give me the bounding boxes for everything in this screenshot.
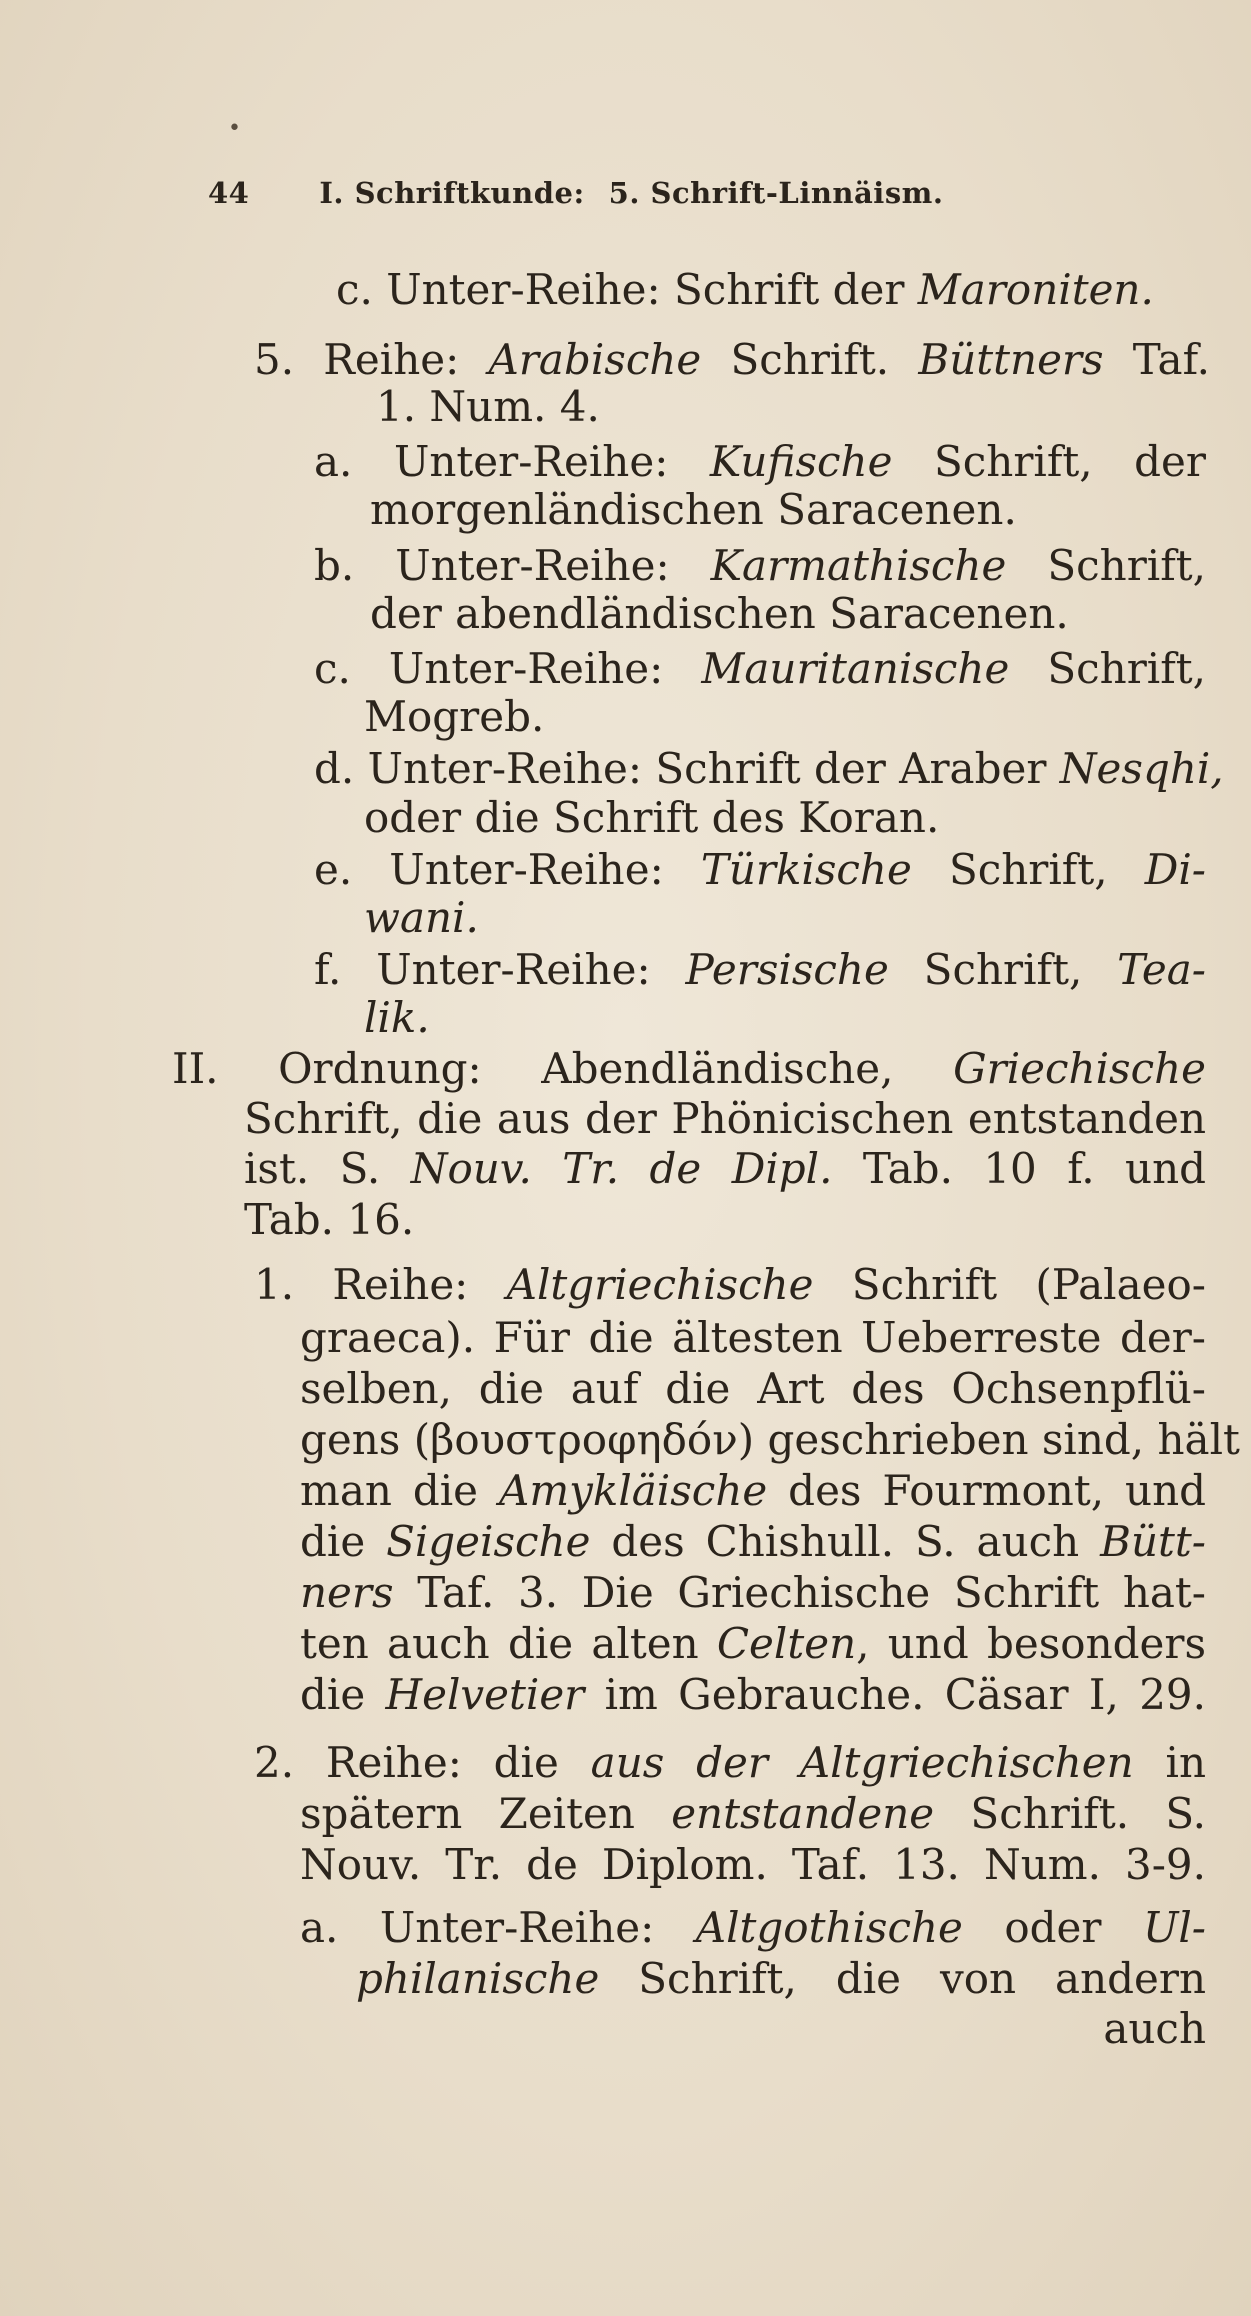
text-line: 1. Num. 4. — [376, 382, 600, 431]
text-line: c. Unter-Reihe: Schrift der Maroniten. — [336, 265, 1154, 314]
text-line: ners Taf. 3. Die Griechische Schrift hat- — [300, 1568, 1206, 1617]
text-line: d. Unter-Reihe: Schrift der Araber Nesqhi, — [314, 744, 1224, 793]
text-line: c. Unter-Reihe: Mauritanische Schrift, — [314, 644, 1206, 693]
ink-speck: • — [228, 116, 241, 141]
text-line: graeca). Für die ältesten Ueberreste der- — [300, 1313, 1206, 1362]
text-line: lik. — [364, 993, 430, 1042]
header-subsection: 5. Schrift-Linnäism. — [608, 176, 944, 210]
text-line: Nouv. Tr. de Diplom. Taf. 13. Num. 3-9. — [300, 1840, 1206, 1889]
text-line: ist. S. Nouv. Tr. de Dipl. Tab. 10 f. und — [244, 1144, 1206, 1193]
text-line: ten auch die alten Celten, und besonders — [300, 1619, 1206, 1668]
text-line: selben, die auf die Art des Ochsenpflü- — [300, 1364, 1206, 1413]
header-section: I. Schriftkunde: — [319, 176, 585, 210]
running-header — [208, 176, 943, 210]
catchword: auch — [1103, 2004, 1206, 2053]
text-line: e. Unter-Reihe: Türkische Schrift, Di- — [314, 845, 1206, 894]
text-line: man die Amykläische des Fourmont, und — [300, 1466, 1207, 1515]
text-line: a. Unter-Reihe: Kufische Schrift, der — [314, 437, 1206, 486]
text-line: f. Unter-Reihe: Persische Schrift, Tea- — [314, 945, 1206, 994]
text-line: a. Unter-Reihe: Altgothische oder Ul- — [300, 1903, 1206, 1952]
text-line: II. Ordnung: Abendländische, Griechische — [172, 1044, 1206, 1093]
text-line: wani. — [364, 893, 479, 942]
text-line: 1. Reihe: Altgriechische Schrift (Palaeo- — [254, 1260, 1206, 1309]
text-line: spätern Zeiten entstandene Schrift. S. — [300, 1789, 1206, 1838]
page-number: 44 — [208, 176, 250, 210]
text-line: morgenländischen Saracenen. — [370, 485, 1017, 534]
text-line: Mogreb. — [364, 692, 545, 741]
text-line: die Sigeische des Chishull. S. auch Bütt- — [300, 1517, 1206, 1566]
text-line: philanische Schrift, die von andern — [356, 1954, 1206, 2003]
text-line: Tab. 16. — [244, 1195, 415, 1244]
text-line: gens (βουστροφηδόν) geschrieben sind, hält — [300, 1415, 1240, 1464]
text-line: Schrift, die aus der Phönicischen entstanden — [244, 1094, 1206, 1143]
text-line: der abendländischen Saracenen. — [370, 589, 1069, 638]
text-line: 5. Reihe: Arabische Schrift. Büttners Taf. — [254, 335, 1210, 384]
text-line: die Helvetier im Gebrauche. Cäsar I, 29. — [300, 1670, 1206, 1719]
text-line: oder die Schrift des Koran. — [364, 793, 940, 842]
text-line: b. Unter-Reihe: Karmathische Schrift, — [314, 541, 1206, 590]
text-line: 2. Reihe: die aus der Altgriechischen in — [254, 1738, 1207, 1787]
